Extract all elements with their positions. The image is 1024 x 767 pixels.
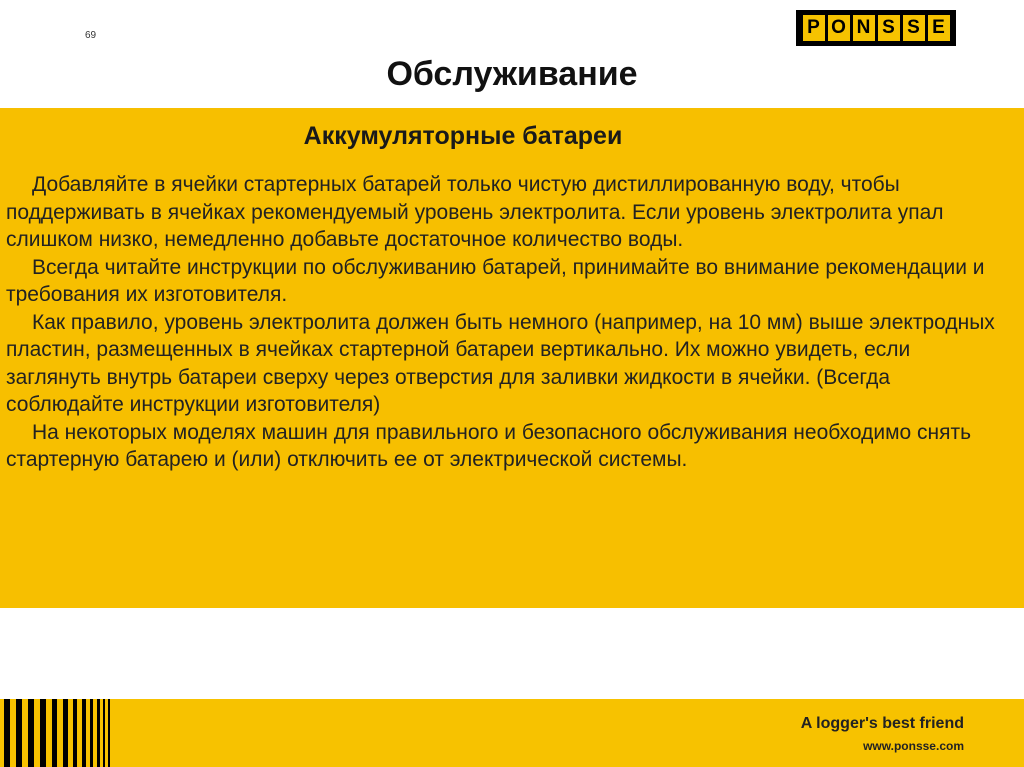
logo-letter: N (853, 15, 875, 41)
footer-tagline: A logger's best friend (800, 715, 964, 732)
stripe (28, 699, 34, 767)
stripe (16, 699, 22, 767)
stripe (82, 699, 86, 767)
logo-letter: P (803, 15, 825, 41)
stripe (52, 699, 57, 767)
paragraph-electrolyte-level: Как правило, уровень электролита должен быть немного (например, на 10 мм) выше электродных пластин, размещенных в ячейках стартерной батареи вертикально. Их можно увидеть, если заглянуть внутрь батареи сверху через отверстия для заливки жидкости в ячейки. (Всегда соблюдайте инструкции изготовителя) (6, 310, 995, 416)
paragraph-instructions: Всегда читайте инструкции по обслуживанию батарей, принимайте во внимание рекомендации и требования их изготовителя. (6, 255, 985, 306)
stripe (73, 699, 77, 767)
stripe (97, 699, 100, 767)
stripe (4, 699, 10, 767)
ponsse-logo (796, 10, 956, 46)
content-box (0, 108, 1024, 608)
page-number: 69 (85, 30, 97, 41)
footer-website: www.ponsse.com (863, 739, 964, 753)
section-subtitle: Аккумуляторные батареи (303, 122, 623, 150)
logo-letters (803, 15, 950, 41)
stripe (103, 699, 105, 767)
logo-letter: O (828, 15, 850, 41)
slide-title: Обслуживание (386, 55, 638, 93)
stripe (63, 699, 68, 767)
paragraph-remove-battery: На некоторых моделях машин для правильного и безопасного обслуживания необходимо снять стартерную батарею и (или) отключить ее от электрической системы. (6, 420, 972, 471)
footer-band (0, 699, 1024, 767)
logo-letter: E (928, 15, 950, 41)
stripe (40, 699, 46, 767)
logo-letter: S (903, 15, 925, 41)
logo-letter: S (878, 15, 900, 41)
stripe (90, 699, 93, 767)
paragraph-distilled-water: Добавляйте в ячейки стартерных батарей только чистую дистиллированную воду, чтобы поддерживать в ячейках рекомендуемый уровень электролита. Если уровень электролита упал слишком низко, немедленно добавьте достаточное количество воды. (6, 173, 944, 251)
stripe (108, 699, 110, 767)
